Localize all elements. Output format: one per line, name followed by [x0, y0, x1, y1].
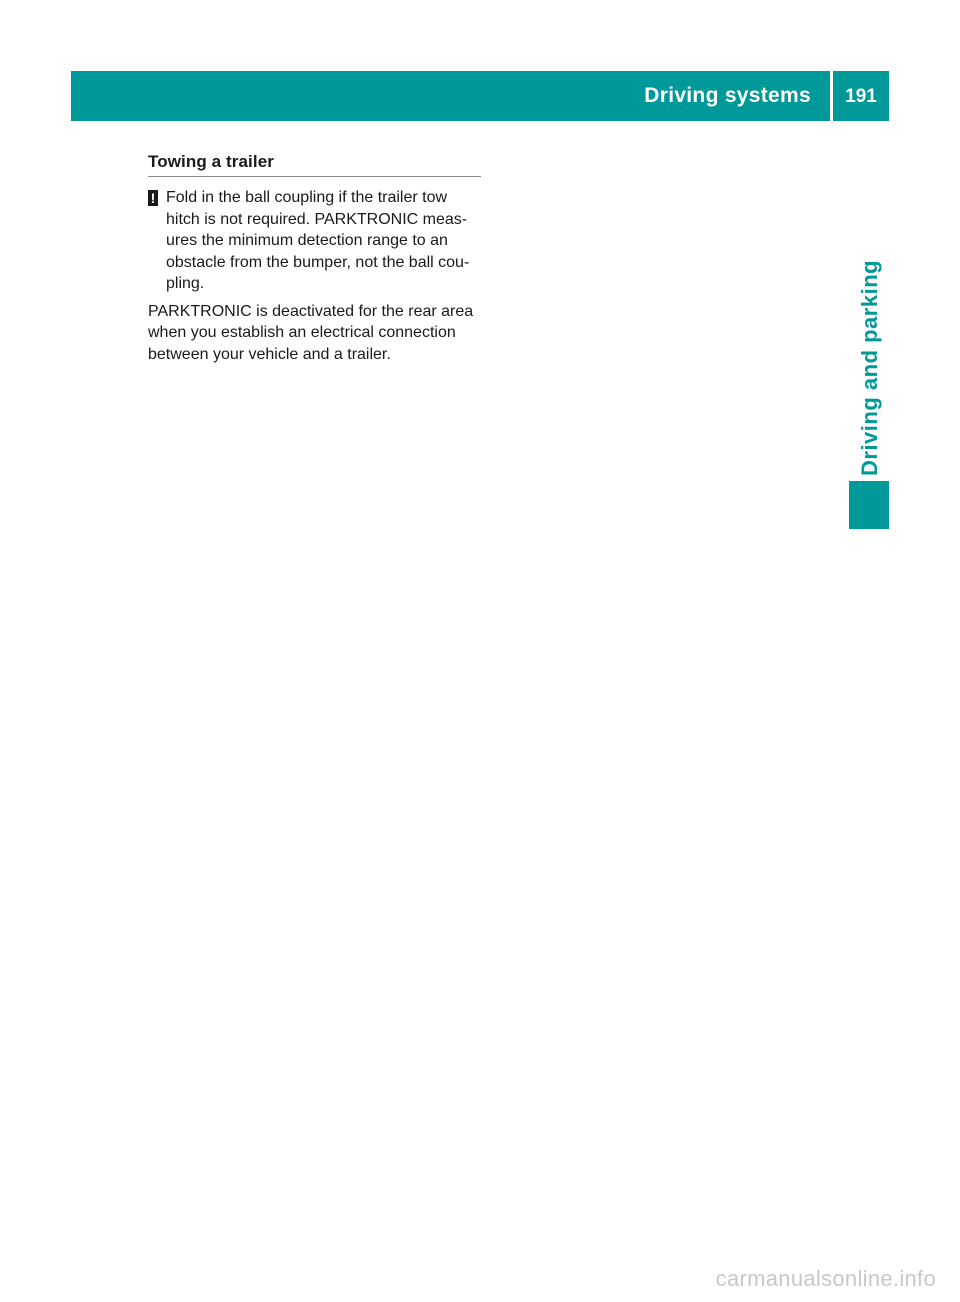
header-section-title: Driving systems [644, 84, 811, 107]
header-bar [71, 71, 889, 121]
body-paragraph: PARKTRONIC is deactivated for the rear area when you establish an electrical connection between your vehicle and a trailer. [148, 302, 474, 363]
section-title: Towing a trailer [148, 152, 481, 177]
watermark: carmanualsonline.info [715, 1266, 936, 1291]
side-tab [848, 126, 889, 476]
side-tab-label: Driving and parking [856, 259, 882, 476]
note-text: Fold in the ball coupling if the trailer tow hitch is not required. PARKTRONIC meas-ures the minimum detection range to an obstacle from the bumper, not the ball cou-pling. [166, 189, 470, 292]
main-content [148, 152, 481, 365]
side-tab-marker [849, 481, 889, 529]
exclamation-icon: ! [148, 190, 158, 206]
note-box [148, 187, 481, 295]
page-number: 191 [845, 86, 877, 107]
